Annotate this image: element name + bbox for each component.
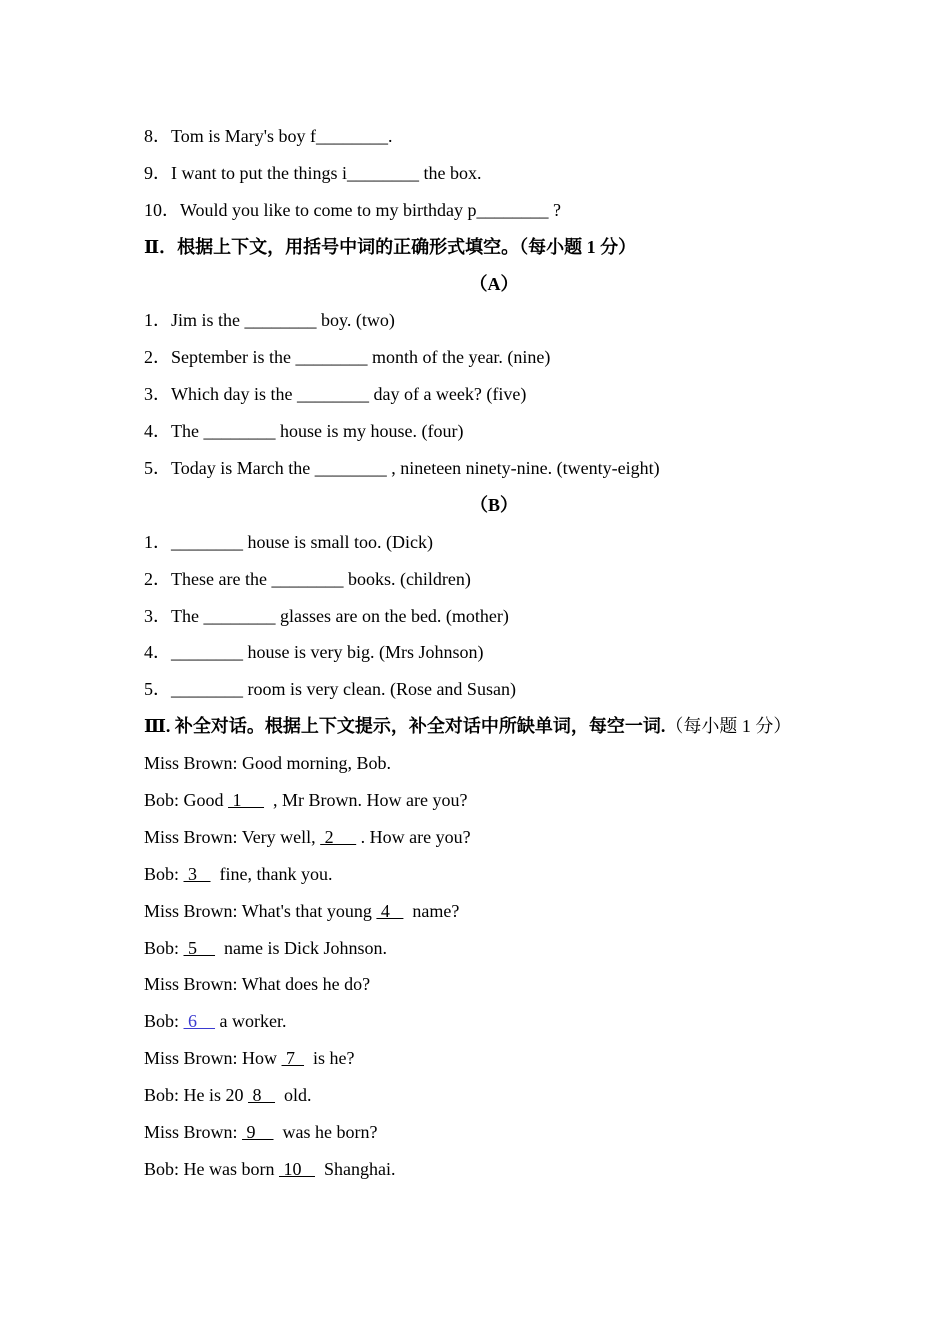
part-b-question-1: 1．________ house is small too. (Dick): [144, 531, 433, 552]
dialogue-text: Bob: Good: [144, 790, 229, 811]
answer-blank-3: 3: [183, 863, 211, 884]
answer-blank-8: 8: [248, 1085, 276, 1106]
answer-blank-5: 5: [183, 937, 216, 958]
dialogue-line-9: [144, 1040, 844, 1077]
dialogue-text: Miss Brown: What's that young: [144, 900, 377, 921]
part-b-question-2: 2．These are the ________ books. (children): [144, 568, 471, 589]
section-3-heading: Ⅲ. 补全对话。根据上下文提示，补全对话中所缺单词，每空一词.: [144, 716, 666, 737]
section-3-heading-line: [144, 708, 844, 745]
answer-blank-9: 9: [242, 1122, 274, 1143]
dialogue-text: was he born?: [273, 1122, 378, 1143]
dialogue-text: Miss Brown: What does he do?: [144, 974, 371, 995]
question-9: 9．I want to put the things i________ the box.: [144, 162, 482, 183]
dialogue-line-4: [144, 856, 844, 893]
dialogue-line-7: [144, 966, 844, 1003]
dialogue-text: . How are you?: [356, 826, 471, 847]
answer-blank-1: 1: [228, 790, 265, 811]
dialogue-text: , Mr Brown. How are you?: [264, 790, 468, 811]
part-b-question-3: 3．The ________ glasses are on the bed. (mother): [144, 605, 509, 626]
dialogue-line-10: [144, 1077, 844, 1114]
answer-blank-2: 2: [320, 826, 357, 847]
question-8: 8．Tom is Mary's boy f________.: [144, 126, 393, 146]
dialogue-line-2: [144, 782, 844, 819]
dialogue-text: old.: [275, 1085, 312, 1106]
dialogue-line-6: [144, 930, 844, 967]
part-a-question-1: 1．Jim is the ________ boy. (two): [144, 310, 395, 331]
dialogue-text: Bob:: [144, 1011, 184, 1032]
dialogue-text: Miss Brown: Good morning, Bob.: [144, 753, 392, 774]
dialogue-text: Bob: He was born: [144, 1158, 279, 1179]
dialogue-text: Shanghai.: [314, 1158, 396, 1179]
part-a-question-2: 2．September is the ________ month of the year. (nine): [144, 347, 551, 368]
part-a-question-5: 5．Today is March the ________ , nineteen ninety-nine. (twenty-eight): [144, 458, 660, 479]
dialogue-text: Bob:: [144, 937, 184, 958]
dialogue-text: Miss Brown:: [144, 1122, 243, 1143]
part-b-question-4: 4．________ house is very big. (Mrs Johnson): [144, 642, 484, 663]
answer-blank-4: 4: [376, 900, 404, 921]
dialogue-line-3: [144, 819, 844, 856]
answer-blank-7: 7: [281, 1048, 305, 1069]
part-a-question-4: 4．The ________ house is my house. (four): [144, 421, 464, 442]
section-2-heading: Ⅱ．根据上下文，用括号中词的正确形式填空。（每小题 1 分）: [144, 236, 637, 257]
answer-blank-6: 6: [183, 1011, 216, 1032]
dialogue-line-5: [144, 893, 844, 930]
dialogue-line-11: [144, 1114, 844, 1151]
dialogue-line-12: [144, 1151, 844, 1188]
part-b-label: （B）: [469, 494, 518, 515]
question-10: 10．Would you like to come to my birthday p________ ?: [144, 199, 561, 220]
dialogue-text: is he?: [304, 1048, 355, 1069]
dialogue-text: Bob: He is 20: [144, 1085, 249, 1106]
dialogue-text: a worker.: [215, 1011, 287, 1032]
section-3-heading-note: （每小题 1 分）: [665, 716, 792, 737]
dialogue-text: name is Dick Johnson.: [215, 937, 387, 958]
dialogue-text: Bob:: [144, 863, 184, 884]
answer-blank-10: 10: [278, 1158, 315, 1179]
part-a-label: （A）: [469, 273, 519, 294]
dialogue-text: fine, thank you.: [210, 863, 333, 884]
dialogue-line-8: [144, 1003, 844, 1040]
dialogue-text: name?: [403, 900, 460, 921]
worksheet-page: [144, 118, 844, 1188]
part-a-question-3: 3．Which day is the ________ day of a week? (five): [144, 384, 527, 405]
dialogue-text: Miss Brown: How: [144, 1048, 282, 1069]
dialogue-line-1: [144, 745, 844, 782]
dialogue-text: Miss Brown: Very well,: [144, 826, 321, 847]
part-b-question-5: 5．________ room is very clean. (Rose and Susan): [144, 679, 516, 700]
